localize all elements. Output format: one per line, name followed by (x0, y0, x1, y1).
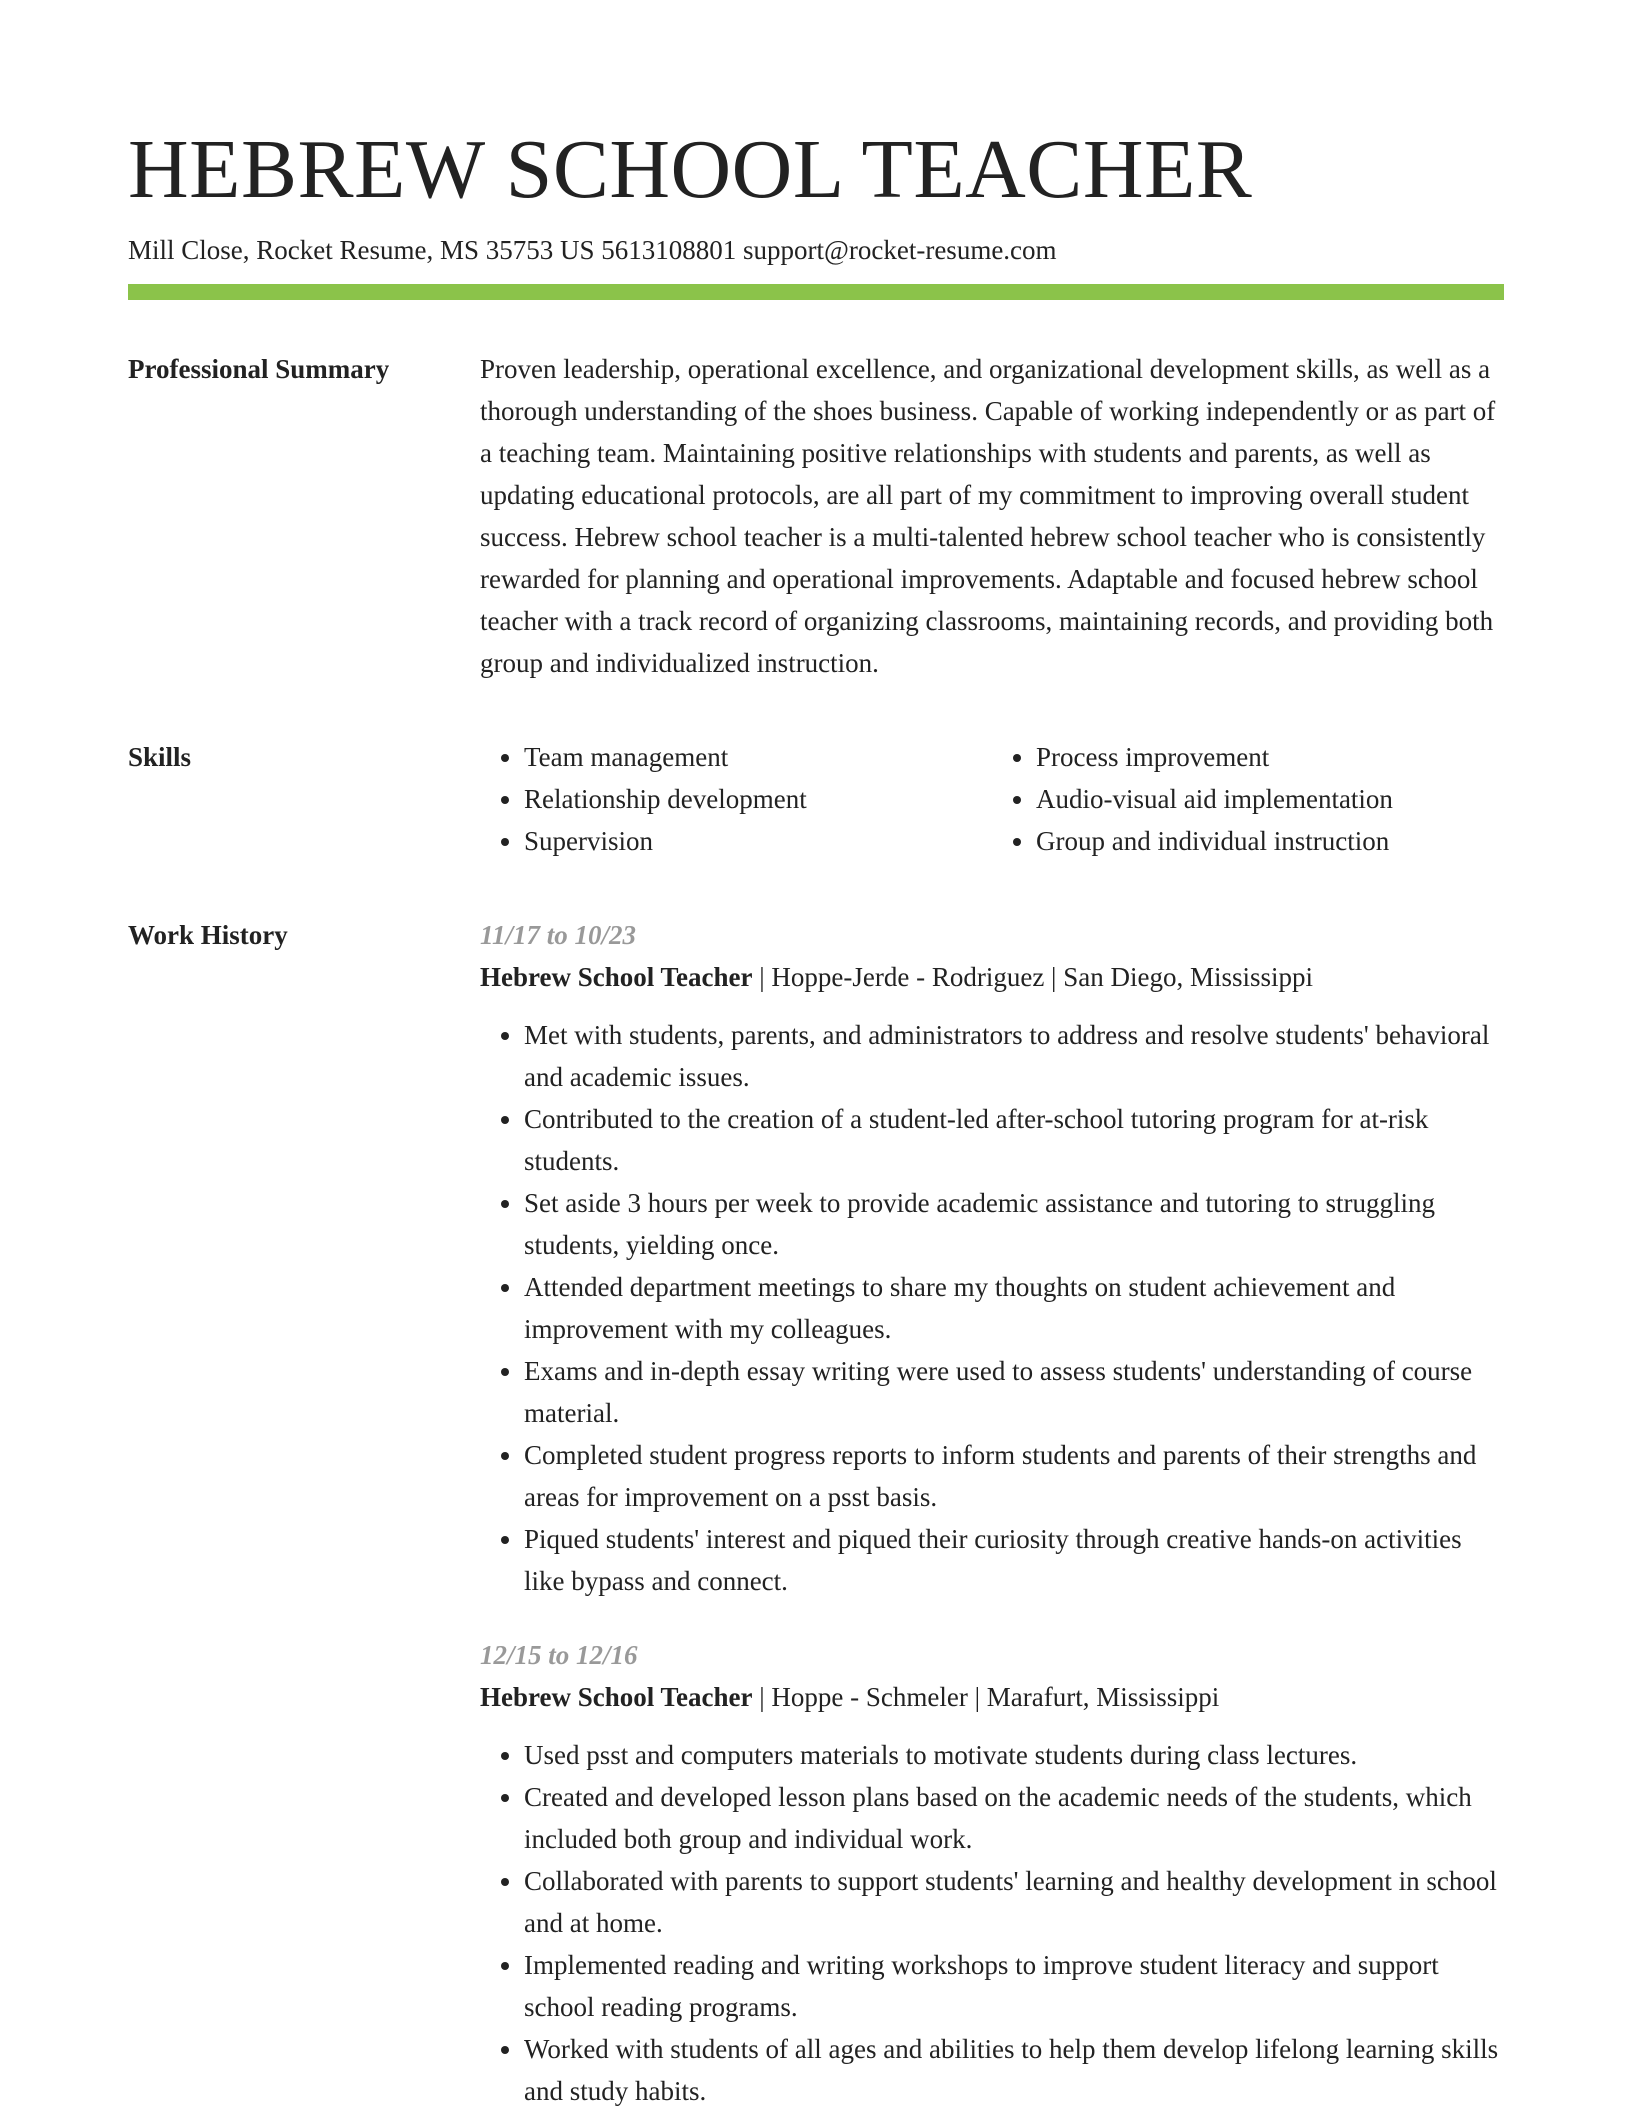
contact-email: support@rocket-resume.com (743, 235, 1057, 265)
job-bullet: • Created and developed lesson plans based on the academic needs of the students, which included both group and individual work. (524, 1776, 1504, 1860)
skills-section (128, 736, 1504, 862)
job-bullet: • Attended department meetings to share my thoughts on student achievement and improvement with my colleagues. (524, 1266, 1504, 1350)
summary-heading: Professional Summary (128, 354, 390, 384)
skill-item: • Team management (524, 736, 992, 778)
job-bullets (480, 1014, 1504, 1602)
header-divider (128, 284, 1504, 300)
resume-page (128, 120, 1504, 2112)
work-history-heading: Work History (128, 920, 288, 950)
skill-item: • Group and individual instruction (1036, 820, 1504, 862)
job-bullet: • Used psst and computers materials to motivate students during class lectures. (524, 1734, 1504, 1776)
skills-heading: Skills (128, 742, 192, 772)
resume-name: HEBREW SCHOOL TEACHER (128, 123, 1253, 216)
skill-item: • Relationship development (524, 778, 992, 820)
job-bullet: • Set aside 3 hours per week to provide academic assistance and tutoring to struggling students, yielding once. (524, 1182, 1504, 1266)
contact-phone: 5613108801 (601, 235, 737, 265)
job-bullet: • Implemented reading and writing workshops to improve student literacy and support school reading programs. (524, 1944, 1504, 2028)
job-bullet: • Contributed to the creation of a student-led after-school tutoring program for at-risk students. (524, 1098, 1504, 1182)
job-bullet: • Collaborated with parents to support students' learning and healthy development in school and at home. (524, 1860, 1504, 1944)
job-dates: 12/15 to 12/16 (480, 1640, 638, 1670)
work-history-section (128, 914, 1504, 2112)
job-bullet: • Worked with students of all ages and abilities to help them develop lifelong learning skills and study habits. (524, 2028, 1504, 2112)
skill-item: • Process improvement (1036, 736, 1504, 778)
job-title: Hebrew School Teacher (480, 962, 753, 992)
skill-item: • Audio-visual aid implementation (1036, 778, 1504, 820)
job-entry (480, 1634, 1504, 2112)
job-header (480, 956, 1504, 998)
contact-address: Mill Close, Rocket Resume, MS 35753 US (128, 235, 595, 265)
job-bullets (480, 1734, 1504, 2112)
job-details: | Hoppe-Jerde - Rodriguez | San Diego, Mississippi (752, 962, 1313, 992)
summary-text: Proven leadership, operational excellence, and organizational development skills, as well as a thorough understanding of the shoes business. Capable of working independently or as part of a teaching team. Maintaining positive relationships with students and parents, as well as updating educational protocols, are all part of my commitment to improving overall student success. Hebrew school teacher is a multi-talented hebrew school teacher who is consistently rewarded for planning and operational improvements. Adaptable and focused hebrew school teacher with a track record of organizing classrooms, maintaining records, and providing both group and individualized instruction. (480, 354, 1496, 678)
job-details: | Hoppe - Schmeler | Marafurt, Mississippi (752, 1682, 1220, 1712)
skills-list-right (992, 736, 1504, 862)
job-bullet: • Piqued students' interest and piqued their curiosity through creative hands-on activities like bypass and connect. (524, 1518, 1504, 1602)
job-bullet: • Completed student progress reports to inform students and parents of their strengths and areas for improvement on a psst basis. (524, 1434, 1504, 1518)
summary-section (128, 348, 1504, 684)
job-bullet: • Met with students, parents, and administrators to address and resolve students' behavioral and academic issues. (524, 1014, 1504, 1098)
job-bullet: • Exams and in-depth essay writing were used to assess students' understanding of course material. (524, 1350, 1504, 1434)
skill-item: • Supervision (524, 820, 992, 862)
job-dates: 11/17 to 10/23 (480, 920, 637, 950)
contact-line (128, 230, 1504, 270)
skills-list-left (480, 736, 992, 862)
job-entry (480, 914, 1504, 1602)
job-title: Hebrew School Teacher (480, 1682, 753, 1712)
job-header (480, 1676, 1504, 1718)
